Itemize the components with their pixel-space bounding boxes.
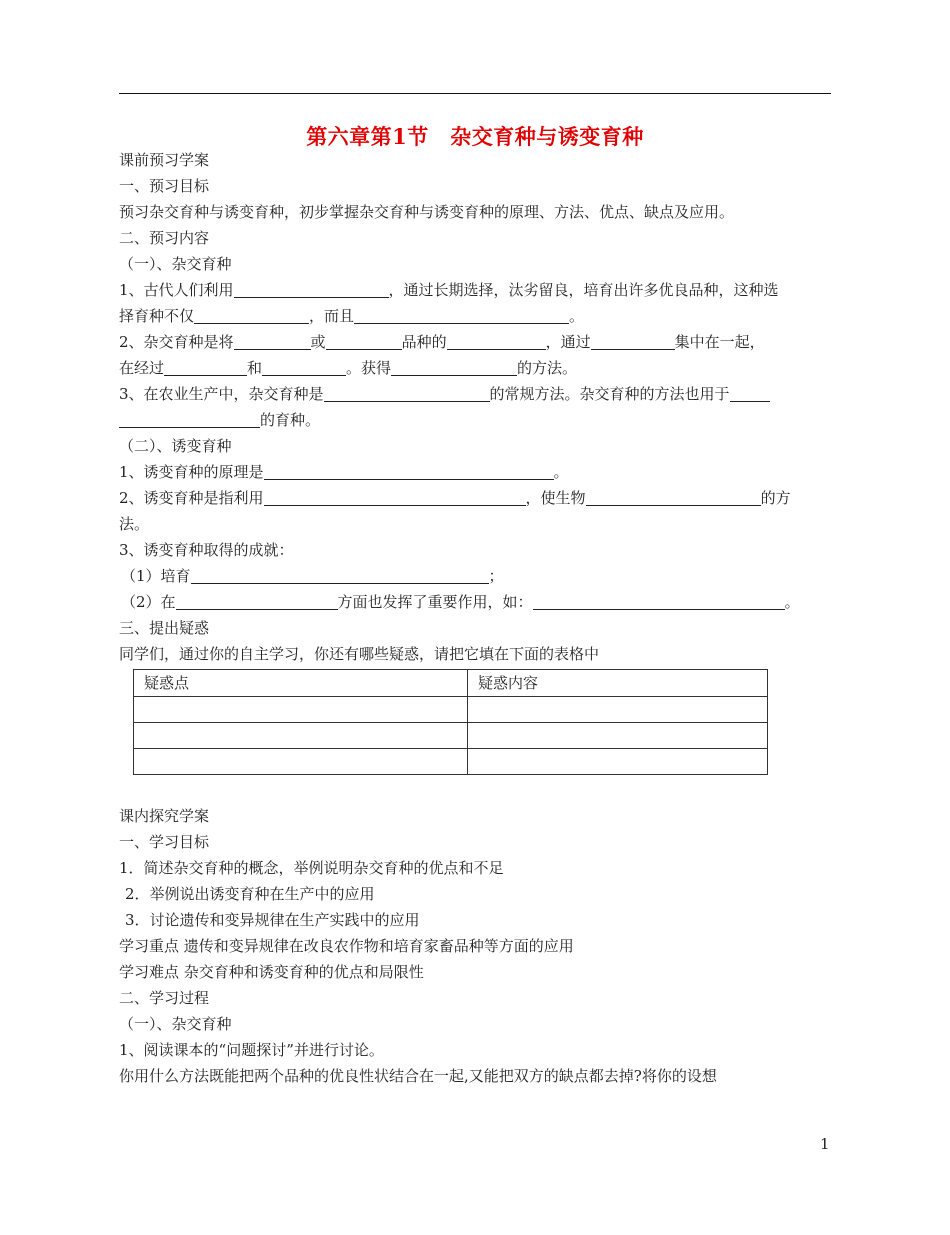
table-cell[interactable] bbox=[468, 723, 768, 749]
table-cell[interactable] bbox=[468, 749, 768, 775]
table-header-cell: 疑惑点 bbox=[134, 670, 468, 697]
table-row bbox=[134, 697, 768, 723]
fill-in-blank[interactable] bbox=[264, 462, 554, 480]
section-heading: 课内探究学案 bbox=[119, 807, 210, 825]
fill-in-blank[interactable] bbox=[234, 280, 389, 298]
fill-in-blank[interactable] bbox=[447, 332, 546, 350]
fill-in-blank[interactable] bbox=[730, 384, 770, 402]
page-number: 1 bbox=[820, 1135, 830, 1153]
subsection-heading: （一）、杂交育种 bbox=[119, 255, 232, 273]
fill-in-blank[interactable] bbox=[586, 488, 761, 506]
list-item: 2．举例说出诱变育种在生产中的应用 bbox=[125, 885, 375, 903]
section-heading: 课前预习学案 bbox=[119, 151, 210, 169]
section-heading: 三、提出疑惑 bbox=[119, 619, 210, 637]
fill-in-blank[interactable] bbox=[324, 384, 490, 402]
document-title: 第六章第1节 杂交育种与诱变育种 bbox=[306, 124, 644, 149]
table-header-cell: 疑惑内容 bbox=[468, 670, 768, 697]
table-cell[interactable] bbox=[134, 749, 468, 775]
header-rule bbox=[119, 93, 831, 94]
fill-in-blank[interactable] bbox=[119, 410, 260, 428]
question-line: 1、诱变育种的原理是 。 bbox=[119, 463, 569, 481]
question-line: 3、在农业生产中，杂交育种是 的常规方法。杂交育种的方法也用于 bbox=[119, 381, 832, 407]
table-cell[interactable] bbox=[468, 697, 768, 723]
question-line: （2）在 方面也发挥了重要作用，如： 。 bbox=[121, 593, 800, 611]
fill-in-blank[interactable] bbox=[262, 358, 346, 376]
table-row bbox=[134, 723, 768, 749]
paragraph: 你用什么方法既能把两个品种的优良性状结合在一起,又能把双方的缺点都去掉?将你的设想 bbox=[119, 1067, 717, 1085]
table-cell[interactable] bbox=[134, 723, 468, 749]
fill-in-blank[interactable] bbox=[326, 332, 402, 350]
table-row bbox=[134, 749, 768, 775]
subsection-heading: （二）、诱变育种 bbox=[119, 437, 232, 455]
question-line: 法。 bbox=[119, 515, 150, 533]
fill-in-blank[interactable] bbox=[354, 306, 569, 324]
section-heading: 二、学习过程 bbox=[119, 989, 210, 1007]
section-heading: 一、预习目标 bbox=[119, 177, 210, 195]
question-line: 3、诱变育种取得的成就： bbox=[119, 541, 294, 559]
question-line: 的育种。 bbox=[119, 407, 832, 433]
fill-in-blank[interactable] bbox=[264, 488, 526, 506]
question-line: 2、诱变育种是指利用 ，使生物 的方 bbox=[119, 489, 791, 507]
difficulty: 学习难点 杂交育种和诱变育种的优点和局限性 bbox=[119, 963, 424, 981]
question-line: （1）培育 ； bbox=[121, 567, 504, 585]
question-line: 在经过 和 。获得 的方法。 bbox=[119, 359, 578, 377]
list-item: 1．简述杂交育种的概念，举例说明杂交育种的优点和不足 bbox=[119, 859, 504, 877]
paragraph: 预习杂交育种与诱变育种，初步掌握杂交育种与诱变育种的原理、方法、优点、缺点及应用。 bbox=[119, 203, 735, 221]
fill-in-blank[interactable] bbox=[234, 332, 311, 350]
paragraph: 1、阅读课本的“问题探讨”并进行讨论。 bbox=[119, 1041, 384, 1059]
fill-in-blank[interactable] bbox=[164, 358, 247, 376]
section-heading: 二、预习内容 bbox=[119, 229, 210, 247]
question-line: 1、古代人们利用 ，通过长期选择，汰劣留良，培育出许多优良品种，这种选 bbox=[119, 281, 779, 299]
fill-in-blank[interactable] bbox=[591, 332, 675, 350]
section-heading: 一、学习目标 bbox=[119, 833, 210, 851]
fill-in-blank[interactable] bbox=[176, 592, 338, 610]
question-line: 择育种不仅 ，而且 。 bbox=[119, 307, 585, 325]
fill-in-blank[interactable] bbox=[191, 566, 489, 584]
list-item: 3．讨论遗传和变异规律在生产实践中的应用 bbox=[125, 911, 420, 929]
document-body bbox=[119, 147, 832, 1089]
fill-in-blank[interactable] bbox=[533, 592, 785, 610]
key-point: 学习重点 遗传和变异规律在改良农作物和培育家畜品种等方面的应用 bbox=[119, 937, 574, 955]
table-cell[interactable] bbox=[134, 697, 468, 723]
table-header-row bbox=[134, 670, 768, 697]
fill-in-blank[interactable] bbox=[391, 358, 517, 376]
question-line: 2、杂交育种是将 或 品种的 ，通过 集中在一起， bbox=[119, 333, 765, 351]
subsection-heading: （一）、杂交育种 bbox=[119, 1015, 232, 1033]
fill-in-blank[interactable] bbox=[194, 306, 309, 324]
doubts-table bbox=[133, 669, 768, 775]
spacer bbox=[119, 775, 832, 803]
paragraph: 同学们，通过你的自主学习，你还有哪些疑惑，请把它填在下面的表格中 bbox=[119, 645, 600, 663]
